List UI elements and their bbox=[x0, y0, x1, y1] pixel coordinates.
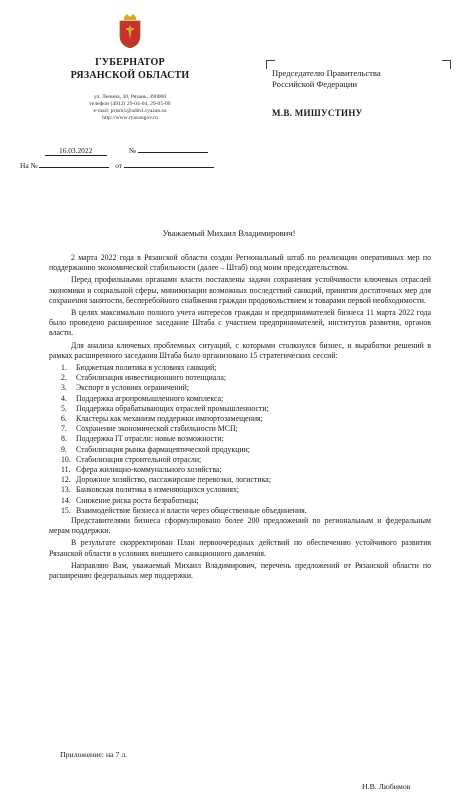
letter-date-line bbox=[45, 146, 208, 156]
paragraph: В целях максимально полного учета интересов граждан и предпринимателей бизнеса 11 марта 2022 года было проведено расширенное заседание Штаба с участием предпринимателей, институтов развития, органов власти. bbox=[49, 308, 431, 338]
reply-from-label: от bbox=[115, 161, 123, 170]
list-item: 9. Стабилизация рынка фармацевтической продукции; bbox=[61, 444, 250, 454]
letter-number-blank bbox=[138, 152, 208, 153]
number-label: № bbox=[128, 146, 136, 155]
region-title: РЯЗАНСКОЙ ОБЛАСТИ bbox=[70, 70, 190, 81]
reply-date-blank bbox=[124, 167, 214, 168]
coat-of-arms-icon bbox=[118, 14, 142, 48]
sender-address: ул. Ленина, 30, Рязань, 390000 телефон (4912) 29-04-04, 29-05-00 e-mail: prism1@adm1.ryazan.su http://www.ryazangov.ru bbox=[89, 94, 171, 121]
letter-body bbox=[49, 253, 431, 583]
list-item: 7. Сохранение экономической стабильности МСП; bbox=[61, 424, 238, 434]
list-item: 10. Стабилизация строительной отрасли; bbox=[61, 454, 202, 464]
paragraph: В результате скорректирован План первоочередных действий по обеспечению устойчивого развития Рязанской области в условиях внешнего санкционного давления. bbox=[49, 538, 431, 558]
list-item: 8. Поддержка IT отрасли: новые возможности; bbox=[61, 434, 224, 444]
list-item: 11. Сфера жилищно-коммунального хозяйства; bbox=[61, 465, 222, 475]
list-item: 2. Стабилизация инвестиционного потенциала; bbox=[61, 373, 226, 383]
list-item: 4. Поддержка агропромышленного комплекса; bbox=[61, 393, 224, 403]
paragraph: Представителями бизнеса сформулировано более 200 предложений по региональным и федеральным мерам поддержки. bbox=[49, 516, 431, 536]
paragraph: 2 марта 2022 года в Рязанской области создан Региональный штаб по реализации оперативных мер по поддержанию экономической стабильности (далее – Штаб) под моим председательством. bbox=[49, 253, 431, 273]
list-item: 1. Бюджетная политика в условиях санкций; bbox=[61, 363, 217, 373]
list-item: 5. Поддержка обрабатывающих отраслей промышленности; bbox=[61, 403, 269, 413]
reply-number-blank bbox=[39, 167, 109, 168]
appendix-note: Приложение: на 7 л. bbox=[60, 750, 128, 759]
recipient-position-line2: Российской Федерации bbox=[272, 79, 358, 89]
letter-date: 16.03.2022 bbox=[45, 146, 107, 156]
recipient-bracket-right bbox=[442, 60, 451, 69]
reply-label: На № bbox=[20, 161, 38, 170]
list-item: 6. Кластеры как механизм поддержки импортозамещения; bbox=[61, 414, 263, 424]
signer-name: Н.В. Любимов bbox=[362, 782, 411, 791]
reply-reference-line bbox=[20, 161, 214, 170]
paragraph: Направляю Вам, уважаемый Михаил Владимирович, перечень предложений от Рязанской области по расширению федеральных мер поддержки. bbox=[49, 560, 431, 581]
greeting: Уважаемый Михаил Владимирович! bbox=[162, 228, 296, 238]
recipient-name: М.В. МИШУСТИНУ bbox=[272, 108, 363, 118]
recipient-block bbox=[272, 68, 442, 119]
sessions-list bbox=[49, 363, 431, 516]
list-item: 14. Снижение риска роста безработицы; bbox=[61, 495, 199, 505]
list-item: 12. Дорожное хозяйство, пассажирские перевозки, логистика; bbox=[61, 475, 271, 485]
sender-block bbox=[0, 56, 260, 122]
paragraph: Для анализа ключевых проблемных ситуаций, с которыми столкнулся бизнес, и выработки решений в рамках расширенного заседания Штаба было организовано 15 стратегических сессий: bbox=[49, 340, 431, 360]
list-item: 3. Экспорт в условиях ограничений; bbox=[61, 383, 190, 393]
governor-title: ГУБЕРНАТОР bbox=[95, 57, 165, 68]
list-item: 15. Взаимодействие бизнеса и власти через общественные объединения. bbox=[61, 505, 307, 515]
list-item: 13. Банковская политика в изменяющихся условиях; bbox=[61, 485, 240, 495]
paragraph: Перед профильными органами власти поставлены задачи сохранения устойчивости ключевых отраслей экономики и социальной сферы, минимизации возможных последствий санкций, принятия достаточных мер для сохранения занятости, бесперебойного снабжения граждан продовольствием и товарами первой необходимости. bbox=[49, 275, 431, 305]
recipient-position-line1: Председателю Правительства bbox=[272, 68, 381, 78]
